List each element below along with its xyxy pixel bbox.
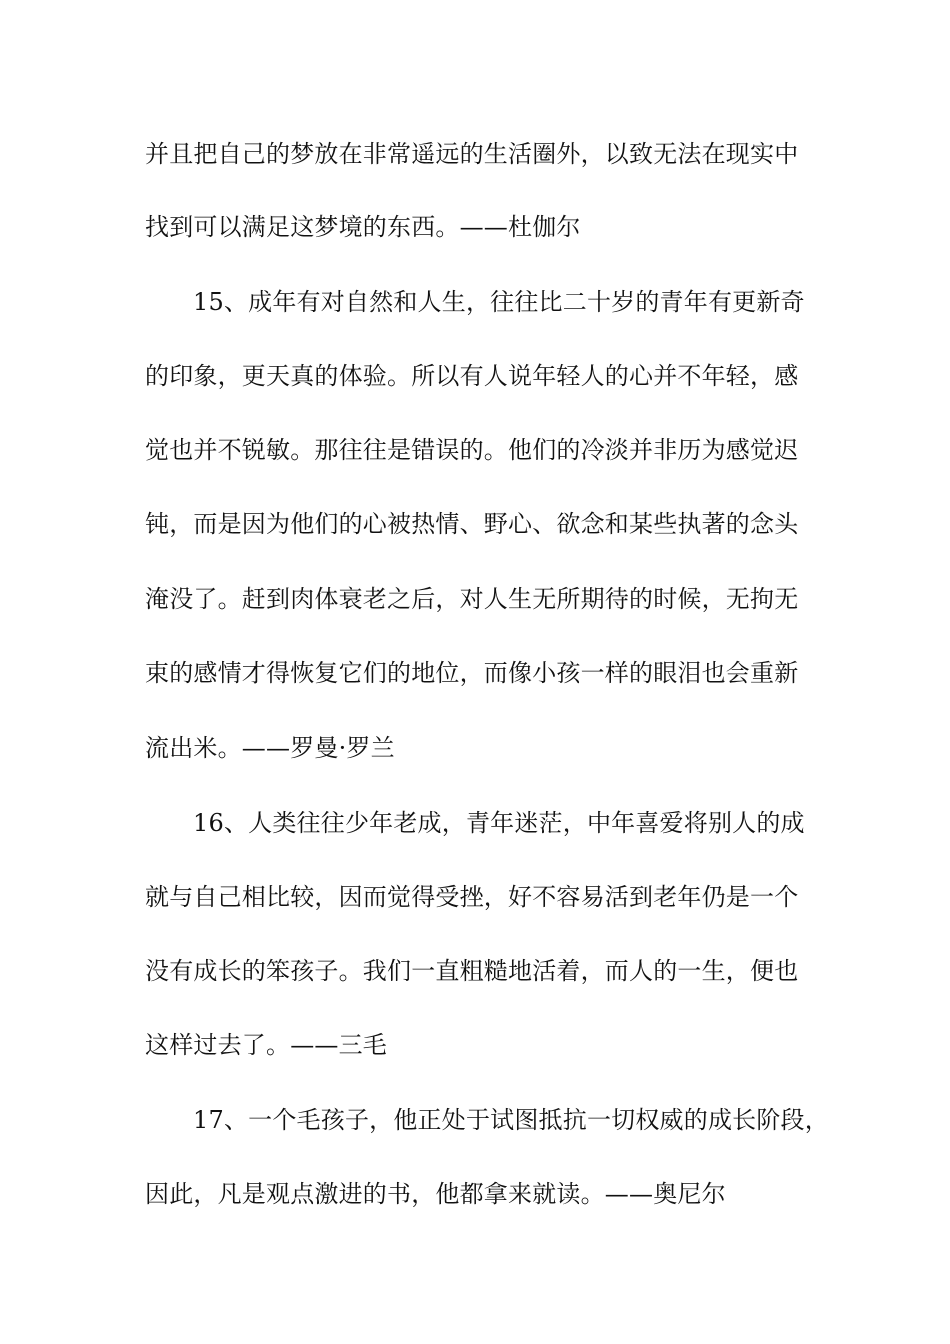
text-line: 觉也并不锐敏。那往往是错误的。他们的冷淡并非历为感觉迟 bbox=[145, 436, 799, 464]
text-line: 没有成长的笨孩子。我们一直粗糙地活着，而人的一生，便也 bbox=[145, 957, 799, 985]
text-line: 这样过去了。——三毛 bbox=[145, 1031, 387, 1059]
paragraph-15-start: 15、成年有对自然和人生，往往比二十岁的青年有更新奇 bbox=[193, 288, 805, 316]
text-line: 就与自己相比较，因而觉得受挫，好不容易活到老年仍是一个 bbox=[145, 883, 799, 911]
text-line: 流出米。——罗曼·罗兰 bbox=[145, 734, 395, 762]
text-line: 因此，凡是观点激进的书，他都拿来就读。——奥尼尔 bbox=[145, 1180, 726, 1208]
text-line: 找到可以满足这梦境的东西。——杜伽尔 bbox=[145, 213, 581, 241]
paragraph-17-start: 17、一个毛孩子，他正处于试图抵抗一切权威的成长阶段， bbox=[193, 1106, 829, 1134]
text-line: 的印象，更天真的体验。所以有人说年轻人的心并不年轻，感 bbox=[145, 362, 799, 390]
text-line: 束的感情才得恢复它们的地位，而像小孩一样的眼泪也会重新 bbox=[145, 659, 799, 687]
text-line: 并且把自己的梦放在非常遥远的生活圈外，以致无法在现实中 bbox=[145, 140, 799, 168]
text-line: 钝，而是因为他们的心被热情、野心、欲念和某些执著的念头 bbox=[145, 510, 799, 538]
text-line: 淹没了。赶到肉体衰老之后，对人生无所期待的时候，无拘无 bbox=[145, 585, 799, 613]
paragraph-16-start: 16、人类往往少年老成，青年迷茫，中年喜爱将别人的成 bbox=[193, 809, 805, 837]
